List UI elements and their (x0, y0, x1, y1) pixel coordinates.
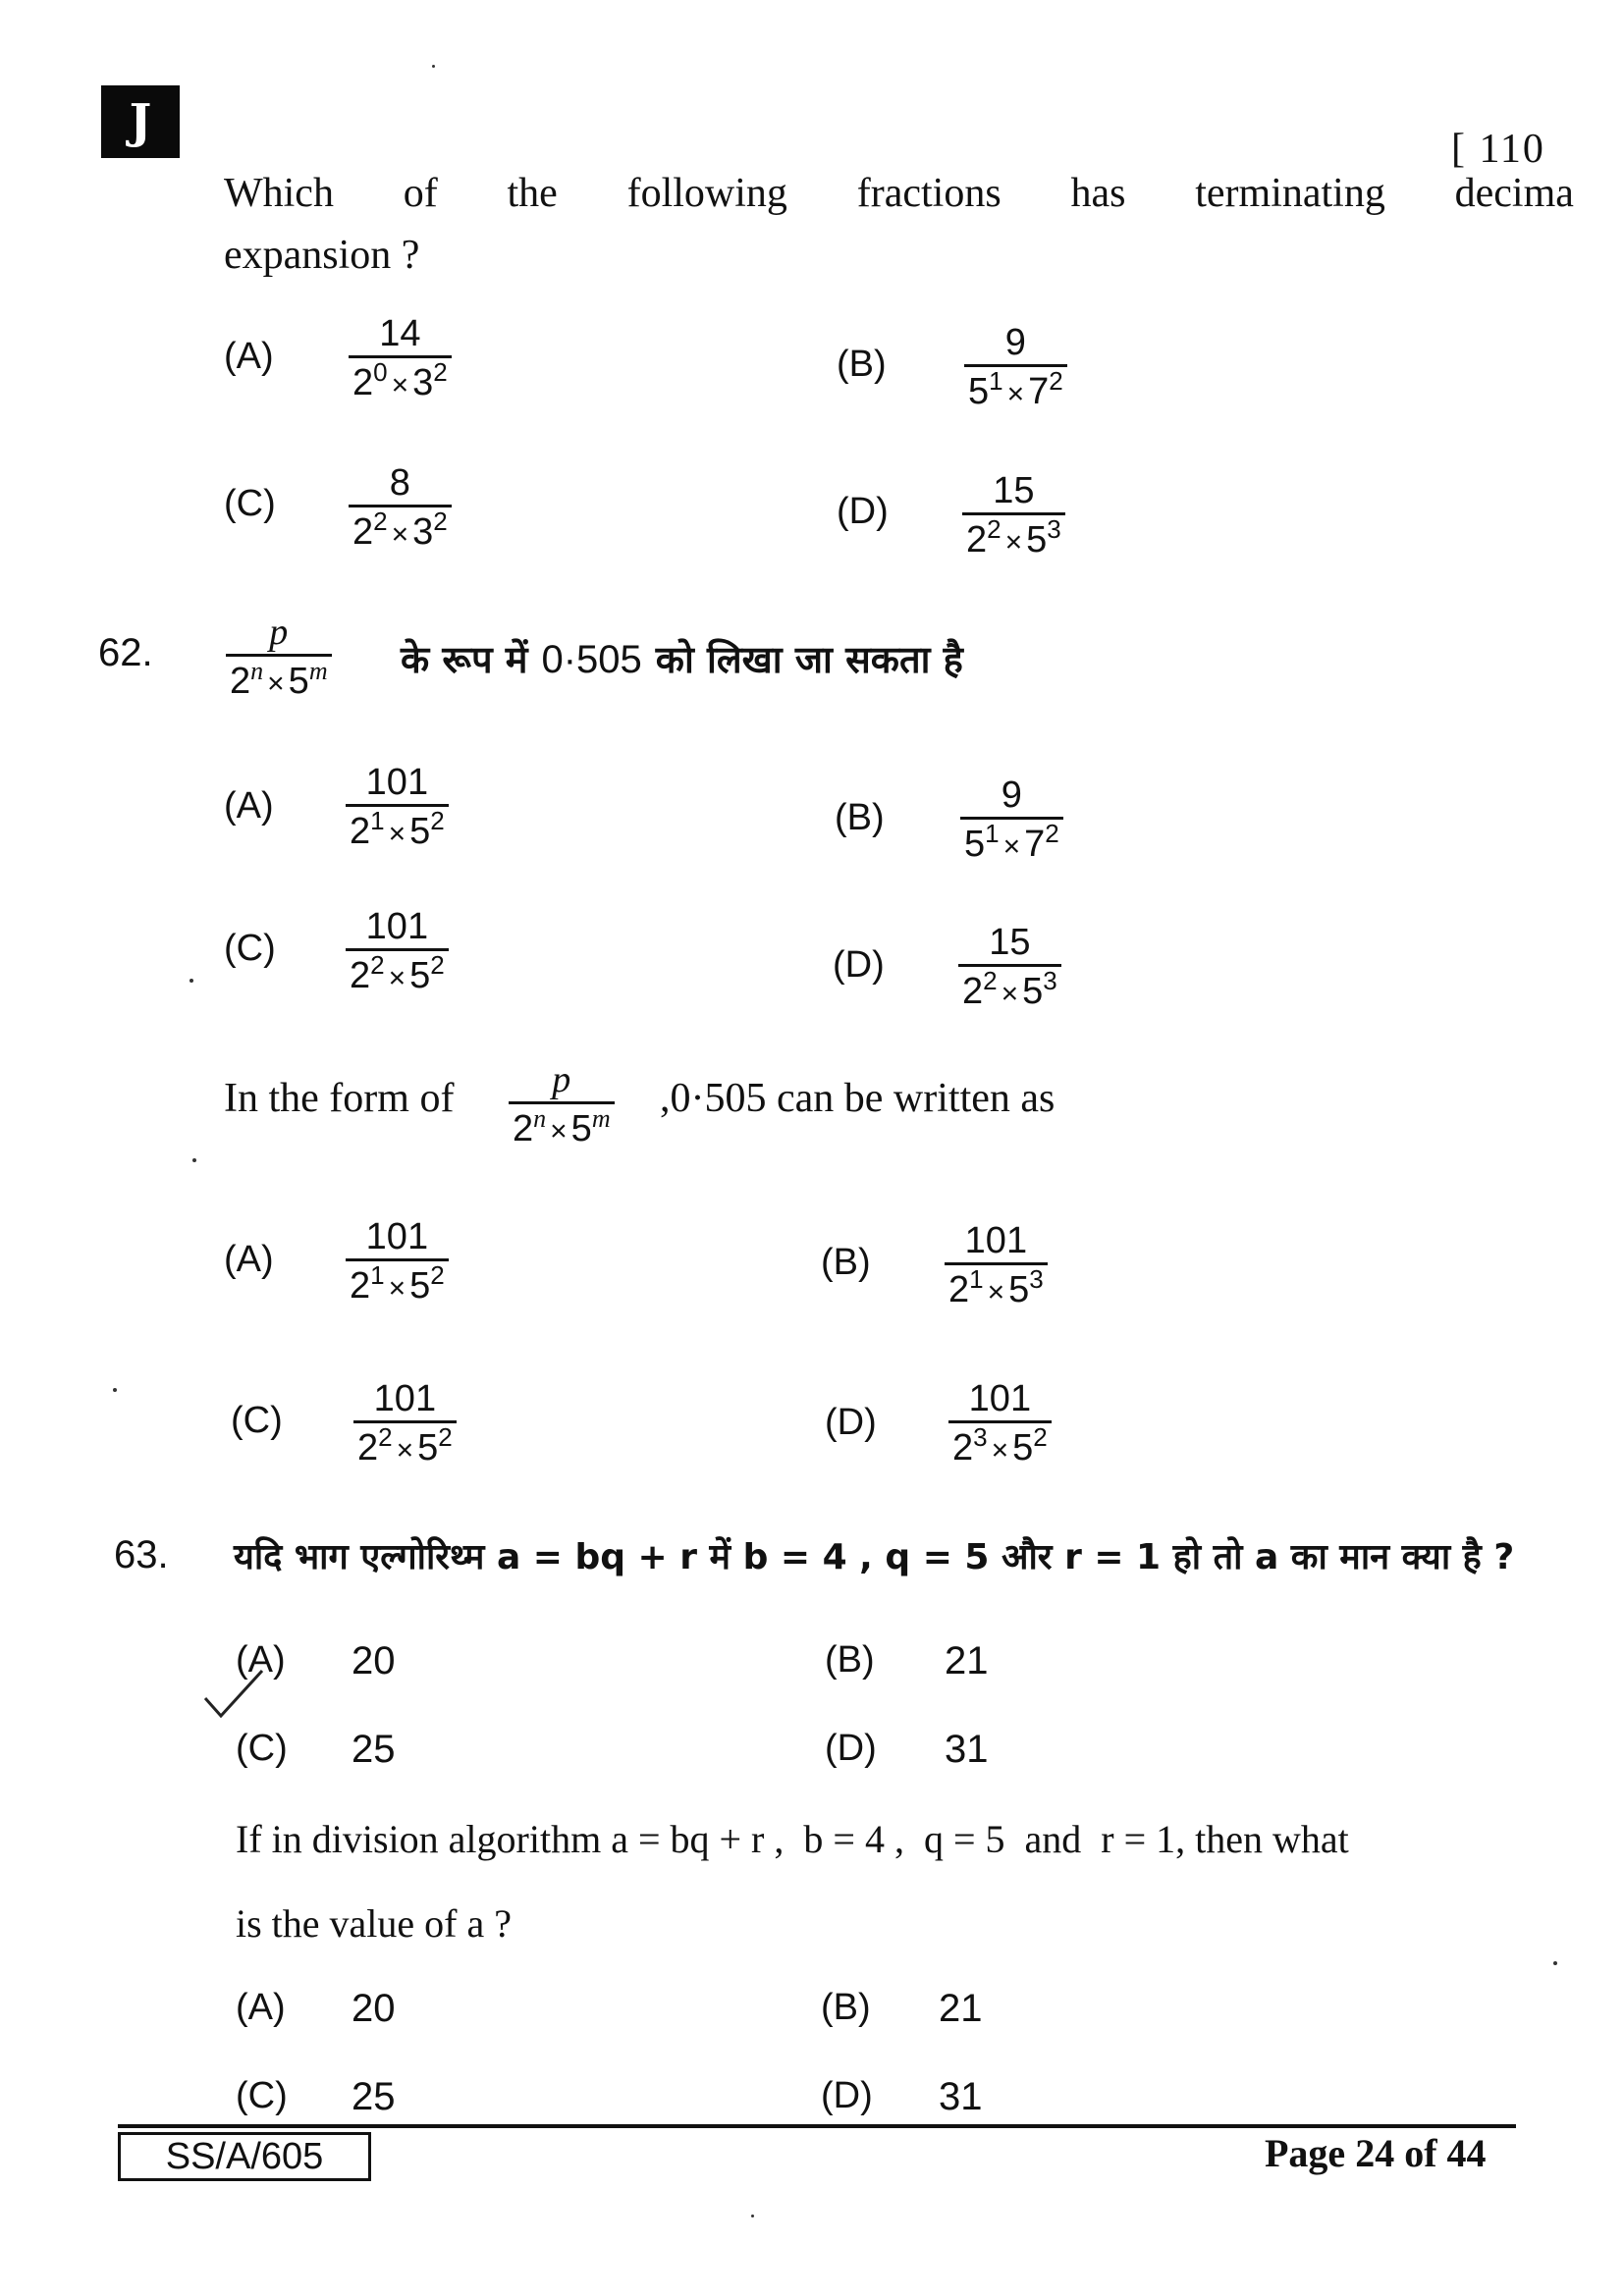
scan-speck (1553, 1961, 1557, 1965)
scan-speck (432, 65, 435, 68)
q63-en-option-a-label[interactable]: (A) (236, 1987, 286, 2028)
q63-hi-option-d-label[interactable]: (D) (825, 1728, 877, 1769)
q62-en-option-a-label[interactable]: (A) (224, 1239, 274, 1280)
q62-hi-option-a-label[interactable]: (A) (224, 785, 274, 827)
word: of (403, 171, 438, 216)
check-mark-icon (201, 1669, 280, 1728)
denominator: $2^2 \times 3^2$ (352, 507, 448, 553)
q61-option-d-fraction[interactable] (962, 469, 1065, 567)
q62-form-fraction (226, 611, 332, 709)
q63-hi-option-a-value[interactable]: 20 (352, 1639, 396, 1682)
paper-code: SS/A/605 (165, 2135, 324, 2177)
numerator: 9 (1004, 322, 1026, 363)
denominator: $2^2 \times 5^2$ (350, 950, 445, 996)
denominator: $2^n \times 5^m$ (230, 657, 328, 702)
q63-en-option-c-value[interactable]: 25 (352, 2075, 396, 2118)
q62-stem-hindi (401, 633, 963, 684)
q62-en-option-b-label[interactable]: (B) (821, 1242, 871, 1283)
q62-en-option-c-label[interactable]: (C) (231, 1400, 283, 1441)
scan-speck (192, 1158, 196, 1162)
paper-code-box (118, 2132, 371, 2181)
word: has (1070, 171, 1126, 216)
denominator: $2^1 \times 5^2$ (350, 1260, 445, 1307)
numerator: p (552, 1059, 571, 1100)
paper-set-badge (101, 85, 180, 158)
denominator: $5^1 \times 7^2$ (964, 819, 1059, 865)
hindi-text: को लिखा जा सकता है (655, 638, 963, 681)
q63-hi-option-b-value[interactable]: 21 (945, 1639, 989, 1682)
q62-stem-english-a: In the form of (224, 1076, 455, 1121)
q61-option-d-label[interactable]: (D) (837, 491, 889, 532)
q62-english-form-fraction (509, 1058, 615, 1156)
numerator: 101 (365, 762, 429, 803)
q62-number: 62. (98, 631, 153, 674)
q63-stem-english-line1: If in division algorithm a = bq + r , b = 4 , q = 5 and r = 1, then what (236, 1817, 1349, 1861)
q61-stem-line2: expansion ? (224, 233, 420, 278)
footer-rule (118, 2124, 1516, 2128)
scan-speck (189, 979, 193, 983)
numerator: 9 (1001, 774, 1022, 816)
q63-en-option-d-label[interactable]: (D) (821, 2075, 873, 2116)
numerator: 15 (993, 470, 1035, 511)
word: terminating (1195, 171, 1385, 216)
word: following (626, 171, 787, 216)
q62-hi-option-b-fraction[interactable] (960, 774, 1063, 872)
value-text: 0·505 (541, 638, 642, 681)
q62-hi-option-c-label[interactable]: (C) (224, 928, 276, 969)
page-number: Page 24 of 44 (1265, 2131, 1487, 2175)
q63-en-option-d-value[interactable]: 31 (939, 2075, 983, 2118)
word: Which (224, 171, 334, 216)
numerator: 101 (968, 1378, 1032, 1419)
denominator: $2^2 \times 5^3$ (962, 966, 1057, 1012)
q62-hi-option-c-fraction[interactable] (346, 905, 449, 1003)
q61-option-c-label[interactable]: (C) (224, 483, 276, 524)
numerator: 101 (964, 1220, 1028, 1261)
q62-hi-option-b-label[interactable]: (B) (835, 797, 885, 838)
numerator: 101 (365, 906, 429, 947)
q62-stem-english-b: ,0·505 can be written as (660, 1076, 1056, 1121)
q63-stem-english-line2: is the value of a ? (236, 1901, 512, 1946)
q61-stem-line1 (224, 170, 1574, 217)
q61-option-c-fraction[interactable] (349, 461, 452, 560)
q61-option-a-fraction[interactable] (349, 312, 452, 410)
q62-hi-option-a-fraction[interactable] (346, 761, 449, 859)
q62-en-option-d-fraction[interactable] (948, 1377, 1052, 1475)
denominator: $5^1 \times 7^2$ (968, 366, 1063, 412)
q61-option-b-label[interactable]: (B) (837, 344, 887, 385)
q63-hi-option-c-label[interactable]: (C) (236, 1728, 288, 1769)
word: the (507, 171, 558, 216)
q63-en-option-b-label[interactable]: (B) (821, 1987, 871, 2028)
q63-en-option-b-value[interactable]: 21 (939, 1987, 983, 2030)
numerator: 101 (373, 1378, 437, 1419)
q63-en-option-c-label[interactable]: (C) (236, 2075, 288, 2116)
denominator: $2^0 \times 3^2$ (352, 357, 448, 403)
q63-en-option-a-value[interactable]: 20 (352, 1987, 396, 2030)
q62-hi-option-d-fraction[interactable] (958, 921, 1061, 1019)
numerator: 14 (379, 313, 421, 354)
numerator: 15 (989, 922, 1031, 963)
numerator: 8 (389, 462, 410, 504)
q63-hi-option-d-value[interactable]: 31 (945, 1728, 989, 1771)
paper-set-letter: J (129, 94, 152, 149)
denominator: $2^2 \times 5^3$ (966, 514, 1061, 561)
numerator: 101 (365, 1216, 429, 1257)
denominator: $2^1 \times 5^3$ (948, 1264, 1044, 1310)
marks-label: [ 110 (1451, 127, 1545, 172)
q63-hi-option-b-label[interactable]: (B) (825, 1639, 875, 1681)
q62-hi-option-d-label[interactable]: (D) (833, 944, 885, 986)
scan-speck (113, 1388, 117, 1392)
q63-hi-option-a-label[interactable]: (A) (236, 1639, 286, 1681)
q61-option-a-label[interactable]: (A) (224, 336, 274, 377)
denominator: $2^1 \times 5^2$ (350, 806, 445, 852)
q62-en-option-d-label[interactable]: (D) (825, 1402, 877, 1443)
word: fractions (856, 171, 1001, 216)
denominator: $2^3 \times 5^2$ (952, 1422, 1048, 1468)
scan-speck (751, 2215, 754, 2217)
q63-number: 63. (114, 1533, 169, 1576)
numerator: p (269, 612, 289, 653)
denominator: $2^2 \times 5^2$ (357, 1422, 453, 1468)
word: decima (1454, 171, 1574, 216)
q62-en-option-c-fraction[interactable] (353, 1377, 457, 1475)
q62-en-option-a-fraction[interactable] (346, 1215, 449, 1313)
q62-en-option-b-fraction[interactable] (945, 1219, 1048, 1317)
q63-hi-option-c-value[interactable]: 25 (352, 1728, 396, 1771)
denominator: $2^n \times 5^m$ (513, 1104, 611, 1149)
q63-stem-hindi: यदि भाग एल्गोरिथ्म a = bq + r में b = 4 , q = 5 और r = 1 हो तो a का मान क्या है ? (234, 1537, 1515, 1577)
hindi-text: के रूप में (401, 638, 528, 681)
q61-option-b-fraction[interactable] (964, 321, 1067, 419)
